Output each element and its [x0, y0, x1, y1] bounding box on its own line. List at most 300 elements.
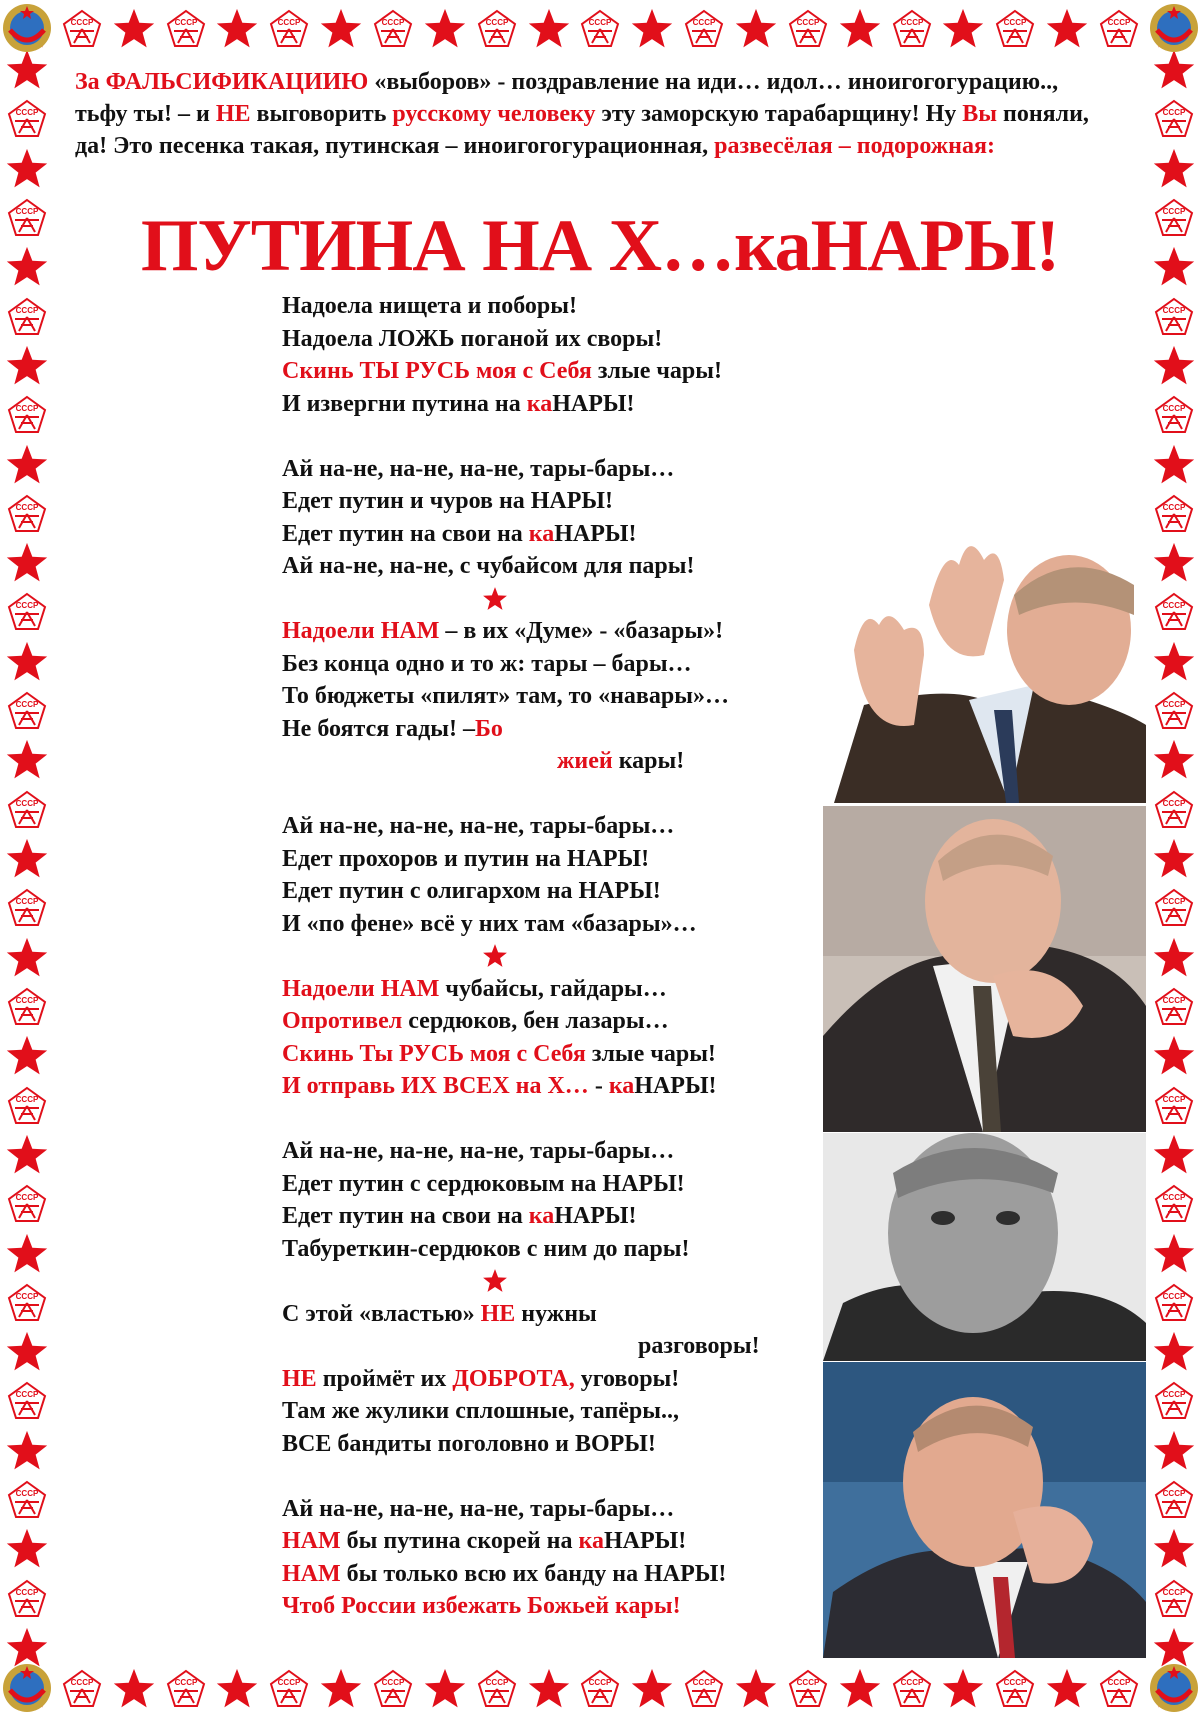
border-star [628, 1665, 676, 1713]
photo-gesturing-hands [834, 535, 1146, 803]
svg-text:СССР: СССР [381, 1678, 405, 1687]
poem-line: Едет прохоров и путин на НАРЫ! [282, 845, 650, 872]
border-badge [680, 5, 728, 53]
border-badge [3, 391, 51, 439]
star-icon [630, 1667, 674, 1711]
cccp-quality-mark-icon [1099, 9, 1139, 49]
poem-line: НАМ бы только всю их банду на НАРЫ! [282, 1560, 727, 1587]
svg-text:СССР: СССР [1162, 1094, 1186, 1104]
svg-text:СССР: СССР [1162, 108, 1186, 118]
svg-text:СССР: СССР [15, 305, 39, 315]
poem-line: Ай на-не, на-не, на-не, тары-бары… [282, 1138, 675, 1164]
svg-text:СССР: СССР [692, 18, 716, 27]
soviet-coat-of-arms-icon [1147, 0, 1201, 56]
star-icon [5, 1527, 49, 1571]
poem-line: Надоели НАМ чубайсы, гайдары… [282, 975, 667, 1002]
star-icon [5, 738, 49, 782]
border-star [836, 5, 884, 53]
cccp-quality-mark-icon [1154, 1184, 1194, 1224]
svg-text:СССР: СССР [381, 18, 405, 27]
poem-line: И извергни путина на каНАРЫ! [282, 390, 635, 417]
star-icon [1152, 1133, 1196, 1177]
poem-line: Ай на-не, на-не, с чубайсом для пары! [282, 553, 695, 579]
border-badge [473, 1665, 521, 1713]
poem-line: Не боятся гады! –Бо [282, 715, 503, 742]
star-icon [5, 1034, 49, 1078]
star-icon [527, 7, 571, 51]
cccp-quality-mark-icon [7, 1184, 47, 1224]
svg-text:СССР: СССР [1003, 18, 1027, 27]
border-badge [3, 1082, 51, 1130]
border-star [1150, 1328, 1198, 1376]
cccp-quality-mark-icon [1154, 1086, 1194, 1126]
border-star [1150, 1525, 1198, 1573]
poem-line: Надоела ЛОЖЬ поганой их своры! [282, 325, 663, 352]
poem-line: Едет путин и чуров на НАРЫ! [282, 488, 613, 514]
border-badge [784, 5, 832, 53]
star-separator [282, 940, 842, 973]
svg-text:СССР: СССР [277, 1678, 301, 1687]
star-icon [319, 1667, 363, 1711]
border-badge [1150, 687, 1198, 735]
poem-line: Ай на-не, на-не, на-не, тары-бары… [282, 813, 675, 839]
svg-text:СССР: СССР [485, 1678, 509, 1687]
star-icon [5, 837, 49, 881]
svg-text:СССР: СССР [15, 1390, 39, 1400]
poem-line: Без конца одно и то ж: тары – бары… [282, 650, 692, 677]
star-icon [1152, 1429, 1196, 1473]
border-badge [1150, 1476, 1198, 1524]
cccp-quality-mark-icon [477, 9, 517, 49]
poem-line: ВСЕ бандиты поголовно и ВОРЫ! [282, 1430, 656, 1457]
photo-speaking-fist [823, 1362, 1146, 1658]
svg-text:СССР: СССР [1107, 18, 1131, 27]
border-star [317, 1665, 365, 1713]
svg-text:СССР: СССР [1162, 897, 1186, 907]
svg-text:СССР: СССР [796, 1678, 820, 1687]
star-icon [1152, 245, 1196, 289]
cccp-quality-mark-icon [7, 198, 47, 238]
border-badge [1150, 1377, 1198, 1425]
border-badge [3, 687, 51, 735]
border-badge [369, 5, 417, 53]
border-badge [3, 1377, 51, 1425]
svg-text:СССР: СССР [485, 18, 509, 27]
cccp-quality-mark-icon [1154, 790, 1194, 830]
svg-text:СССР: СССР [1107, 1678, 1131, 1687]
svg-text:СССР: СССР [1162, 798, 1186, 808]
border-star [1150, 934, 1198, 982]
poem-line: Ай на-не, на-не, на-не, тары-бары… [282, 455, 675, 482]
star-icon [1152, 738, 1196, 782]
cccp-quality-mark-icon [166, 1669, 206, 1709]
top-border [0, 0, 1201, 58]
star-icon [5, 640, 49, 684]
cccp-quality-mark-icon [7, 1381, 47, 1421]
star-icon [5, 245, 49, 289]
cccp-quality-mark-icon [1154, 198, 1194, 238]
svg-text:СССР: СССР [15, 601, 39, 611]
border-star [110, 1665, 158, 1713]
border-badge [3, 1476, 51, 1524]
border-star [1150, 243, 1198, 291]
border-star [1043, 5, 1091, 53]
cccp-quality-mark-icon [1154, 987, 1194, 1027]
star-icon [1152, 147, 1196, 191]
cccp-quality-mark-icon [7, 1086, 47, 1126]
cccp-quality-mark-icon [7, 592, 47, 632]
border-star [3, 736, 51, 784]
border-badge [576, 1665, 624, 1713]
border-badge [3, 983, 51, 1031]
border-star [3, 1525, 51, 1573]
cccp-quality-mark-icon [7, 888, 47, 928]
cccp-quality-mark-icon [7, 1480, 47, 1520]
border-badge [1095, 5, 1143, 53]
cccp-quality-mark-icon [7, 1579, 47, 1619]
border-star [213, 1665, 261, 1713]
cccp-quality-mark-icon [892, 9, 932, 49]
border-star [3, 243, 51, 291]
star-icon [1152, 1034, 1196, 1078]
border-badge [1150, 884, 1198, 932]
star-icon [319, 7, 363, 51]
cccp-quality-mark-icon [1154, 1283, 1194, 1323]
poem-line: Едет путин с сердюковым на НАРЫ! [282, 1170, 685, 1197]
star-icon [423, 7, 467, 51]
star-icon [1152, 1232, 1196, 1276]
border-badge [1150, 588, 1198, 636]
poem-line: И отправь ИХ ВСЕХ на Х… - каНАРЫ! [282, 1073, 717, 1099]
cccp-quality-mark-icon [62, 1669, 102, 1709]
border-star [317, 5, 365, 53]
border-badge [265, 5, 313, 53]
cccp-quality-mark-icon [477, 1669, 517, 1709]
svg-text:СССР: СССР [15, 798, 39, 808]
border-badge [3, 1575, 51, 1623]
star-icon [734, 7, 778, 51]
cccp-quality-mark-icon [1154, 1480, 1194, 1520]
photo-grayscale-portrait [823, 1133, 1146, 1361]
border-star [3, 539, 51, 587]
svg-text:СССР: СССР [900, 18, 923, 27]
border-star [1150, 1230, 1198, 1278]
svg-text:СССР: СССР [1162, 502, 1186, 512]
star-icon [838, 1667, 882, 1711]
svg-text:СССР: СССР [15, 700, 39, 710]
svg-text:СССР: СССР [1162, 404, 1186, 414]
border-badge [1150, 1575, 1198, 1623]
star-icon [215, 7, 259, 51]
svg-text:СССР: СССР [174, 1678, 197, 1687]
cccp-quality-mark-icon [7, 395, 47, 435]
svg-text:СССР: СССР [15, 206, 39, 216]
poem-line: НЕ проймёт их ДОБРОТА, уговоры! [282, 1365, 680, 1392]
border-star [3, 1427, 51, 1475]
svg-text:СССР: СССР [1162, 601, 1186, 611]
border-star [525, 5, 573, 53]
border-badge [1150, 1279, 1198, 1327]
svg-text:СССР: СССР [1003, 1678, 1027, 1687]
border-badge [1150, 95, 1198, 143]
star-icon [941, 7, 985, 51]
star-icon [215, 1667, 259, 1711]
poem-line: НАМ бы путина скорей на каНАРЫ! [282, 1528, 687, 1554]
star-separator [282, 583, 842, 616]
svg-text:СССР: СССР [900, 1678, 923, 1687]
left-border [0, 46, 54, 1672]
star-icon [941, 1667, 985, 1711]
svg-text:СССР: СССР [1162, 1390, 1186, 1400]
star-icon [5, 1232, 49, 1276]
star-icon [1152, 1330, 1196, 1374]
svg-text:СССР: СССР [15, 1489, 39, 1499]
svg-text:СССР: СССР [15, 502, 39, 512]
cccp-quality-mark-icon [1099, 1669, 1139, 1709]
border-badge [1150, 1180, 1198, 1228]
poem-line: жией кары! [557, 748, 685, 774]
star-icon [5, 344, 49, 388]
cccp-quality-mark-icon [373, 1669, 413, 1709]
star-icon [1045, 7, 1089, 51]
cccp-quality-mark-icon [1154, 888, 1194, 928]
border-star [3, 1131, 51, 1179]
poem-line: Табуреткин-сердюков с ним до пары! [282, 1235, 690, 1262]
star-icon [5, 1330, 49, 1374]
poem-line: разговоры! [638, 1333, 760, 1359]
border-badge [1150, 194, 1198, 242]
poem-line: Скинь ТЫ РУСЬ моя с Себя злые чары! [282, 358, 722, 384]
star-icon [482, 1268, 508, 1294]
star-icon [5, 541, 49, 585]
star-icon [5, 443, 49, 487]
star-icon [734, 1667, 778, 1711]
soviet-coat-of-arms-icon [0, 0, 54, 56]
cccp-quality-mark-icon [7, 99, 47, 139]
cccp-quality-mark-icon [1154, 99, 1194, 139]
cccp-quality-mark-icon [7, 987, 47, 1027]
border-star [732, 1665, 780, 1713]
border-badge [991, 5, 1039, 53]
svg-text:СССР: СССР [1162, 1587, 1186, 1597]
border-star [3, 342, 51, 390]
cccp-quality-mark-icon [1154, 494, 1194, 534]
photo-hand-at-throat [823, 806, 1146, 1132]
star-icon [5, 1429, 49, 1473]
poem-line: Опротивел сердюков, бен лазары… [282, 1008, 669, 1034]
border-star [1150, 1032, 1198, 1080]
cccp-quality-mark-icon [62, 9, 102, 49]
cccp-quality-mark-icon [269, 9, 309, 49]
svg-text:СССР: СССР [589, 1678, 612, 1687]
svg-text:СССР: СССР [589, 18, 612, 27]
border-badge [1150, 983, 1198, 1031]
border-badge [3, 588, 51, 636]
border-badge [3, 194, 51, 242]
star-icon [112, 1667, 156, 1711]
cccp-quality-mark-icon [1154, 395, 1194, 435]
soviet-coat-of-arms-icon [0, 1660, 54, 1716]
svg-text:СССР: СССР [1162, 700, 1186, 710]
star-icon [630, 7, 674, 51]
border-star [1150, 342, 1198, 390]
border-star [421, 1665, 469, 1713]
right-border [1147, 46, 1201, 1672]
poem-line: Чтоб России избежать Божьей кары! [282, 1593, 681, 1619]
border-badge [265, 1665, 313, 1713]
svg-text:СССР: СССР [15, 404, 39, 414]
border-badge [3, 786, 51, 834]
border-badge [784, 1665, 832, 1713]
border-badge [473, 5, 521, 53]
border-star [213, 5, 261, 53]
border-star [525, 1665, 573, 1713]
poem-line: Надоели НАМ – в их «Думе» - «базары»! [282, 618, 724, 644]
border-star [939, 1665, 987, 1713]
star-icon [112, 7, 156, 51]
border-star [1150, 835, 1198, 883]
border-badge [369, 1665, 417, 1713]
cccp-quality-mark-icon [1154, 1381, 1194, 1421]
cccp-quality-mark-icon [580, 1669, 620, 1709]
bottom-border [0, 1660, 1201, 1718]
star-separator [282, 1265, 842, 1298]
cccp-quality-mark-icon [892, 1669, 932, 1709]
svg-text:СССР: СССР [1162, 1193, 1186, 1203]
border-badge [680, 1665, 728, 1713]
border-star [1043, 1665, 1091, 1713]
border-badge [1150, 490, 1198, 538]
cccp-quality-mark-icon [1154, 592, 1194, 632]
border-badge [991, 1665, 1039, 1713]
star-icon [1152, 936, 1196, 980]
border-star [3, 1328, 51, 1376]
svg-text:СССР: СССР [15, 995, 39, 1005]
poem-line: То бюджеты «пилят» там, то «навары»… [282, 683, 729, 709]
border-star [1150, 145, 1198, 193]
svg-text:СССР: СССР [15, 1291, 39, 1301]
star-icon [5, 147, 49, 191]
star-icon [482, 943, 508, 969]
border-badge [888, 5, 936, 53]
svg-text:СССР: СССР [15, 1193, 39, 1203]
cccp-quality-mark-icon [788, 1669, 828, 1709]
cccp-quality-mark-icon [684, 9, 724, 49]
star-icon [1152, 344, 1196, 388]
svg-text:СССР: СССР [692, 1678, 716, 1687]
cccp-quality-mark-icon [1154, 1579, 1194, 1619]
cccp-quality-mark-icon [580, 9, 620, 49]
svg-text:СССР: СССР [1162, 995, 1186, 1005]
cccp-quality-mark-icon [684, 1669, 724, 1709]
border-badge [3, 1180, 51, 1228]
border-badge [162, 1665, 210, 1713]
cccp-quality-mark-icon [995, 1669, 1035, 1709]
border-star [939, 5, 987, 53]
poem-line: И «по фене» всё у них там «базары»… [282, 910, 697, 937]
star-icon [1152, 1527, 1196, 1571]
cccp-quality-mark-icon [269, 1669, 309, 1709]
border-star [1150, 441, 1198, 489]
svg-text:СССР: СССР [796, 18, 820, 27]
poem-line: Едет путин на свои на каНАРЫ! [282, 1203, 637, 1229]
border-star [1150, 638, 1198, 686]
poem-line: Надоела нищета и поборы! [282, 293, 577, 319]
cccp-quality-mark-icon [373, 9, 413, 49]
svg-text:СССР: СССР [70, 18, 94, 27]
svg-text:СССР: СССР [1162, 305, 1186, 315]
border-star [3, 638, 51, 686]
border-badge [3, 1279, 51, 1327]
star-icon [1045, 1667, 1089, 1711]
svg-text:СССР: СССР [70, 1678, 94, 1687]
cccp-quality-mark-icon [7, 297, 47, 337]
svg-text:СССР: СССР [15, 897, 39, 907]
border-star [732, 5, 780, 53]
cccp-quality-mark-icon [7, 790, 47, 830]
page-title: ПУТИНА НА Х…каНАРЫ! [140, 205, 1060, 287]
star-icon [1152, 837, 1196, 881]
border-badge [3, 490, 51, 538]
star-icon [1152, 443, 1196, 487]
cccp-quality-mark-icon [7, 1283, 47, 1323]
border-star [1150, 1131, 1198, 1179]
border-star [3, 1032, 51, 1080]
border-badge [58, 1665, 106, 1713]
svg-text:СССР: СССР [1162, 1489, 1186, 1499]
svg-text:СССР: СССР [174, 18, 197, 27]
cccp-quality-mark-icon [995, 9, 1035, 49]
svg-text:СССР: СССР [15, 1094, 39, 1104]
border-star [628, 5, 676, 53]
svg-text:СССР: СССР [277, 18, 301, 27]
border-badge [1150, 786, 1198, 834]
cccp-quality-mark-icon [1154, 691, 1194, 731]
svg-text:СССР: СССР [1162, 206, 1186, 216]
border-star [1150, 539, 1198, 587]
intro-paragraph: За ФАЛЬСИФИКАЦИИЮ «выборов» - поздравление на иди… идол… иноигогогурацию.., тьфу ты! – и НЕ выговорить русскому человеку эту заморскую тарабарщину! Ну Вы поняли, да! Это песенка такая, путинская – иноигогогурационная, развесёлая – подорожная: [75, 69, 1089, 159]
star-icon [1152, 640, 1196, 684]
border-badge [1150, 1082, 1198, 1130]
cccp-quality-mark-icon [7, 691, 47, 731]
border-star [110, 5, 158, 53]
svg-text:СССР: СССР [15, 1587, 39, 1597]
border-badge [576, 5, 624, 53]
poem-line: Там же жулики сплошные, тапёры.., [282, 1398, 680, 1424]
border-badge [3, 95, 51, 143]
poem-line: Скинь Ты РУСЬ моя с Себя злые чары! [282, 1040, 716, 1067]
border-badge [1150, 293, 1198, 341]
border-star [3, 835, 51, 883]
poem-line: Ай на-не, на-не, на-не, тары-бары… [282, 1495, 675, 1522]
svg-text:СССР: СССР [15, 108, 39, 118]
poem [282, 290, 842, 1623]
star-icon [482, 586, 508, 612]
svg-text:СССР: СССР [1162, 1291, 1186, 1301]
border-star [421, 5, 469, 53]
soviet-coat-of-arms-icon [1147, 1660, 1201, 1716]
border-star [3, 1230, 51, 1278]
border-star [836, 1665, 884, 1713]
border-star [1150, 1427, 1198, 1475]
border-badge [1150, 391, 1198, 439]
border-badge [888, 1665, 936, 1713]
border-star [3, 441, 51, 489]
poem-line: Едет путин на свои на каНАРЫ! [282, 520, 637, 547]
cccp-quality-mark-icon [1154, 297, 1194, 337]
cccp-quality-mark-icon [788, 9, 828, 49]
border-badge [1095, 1665, 1143, 1713]
